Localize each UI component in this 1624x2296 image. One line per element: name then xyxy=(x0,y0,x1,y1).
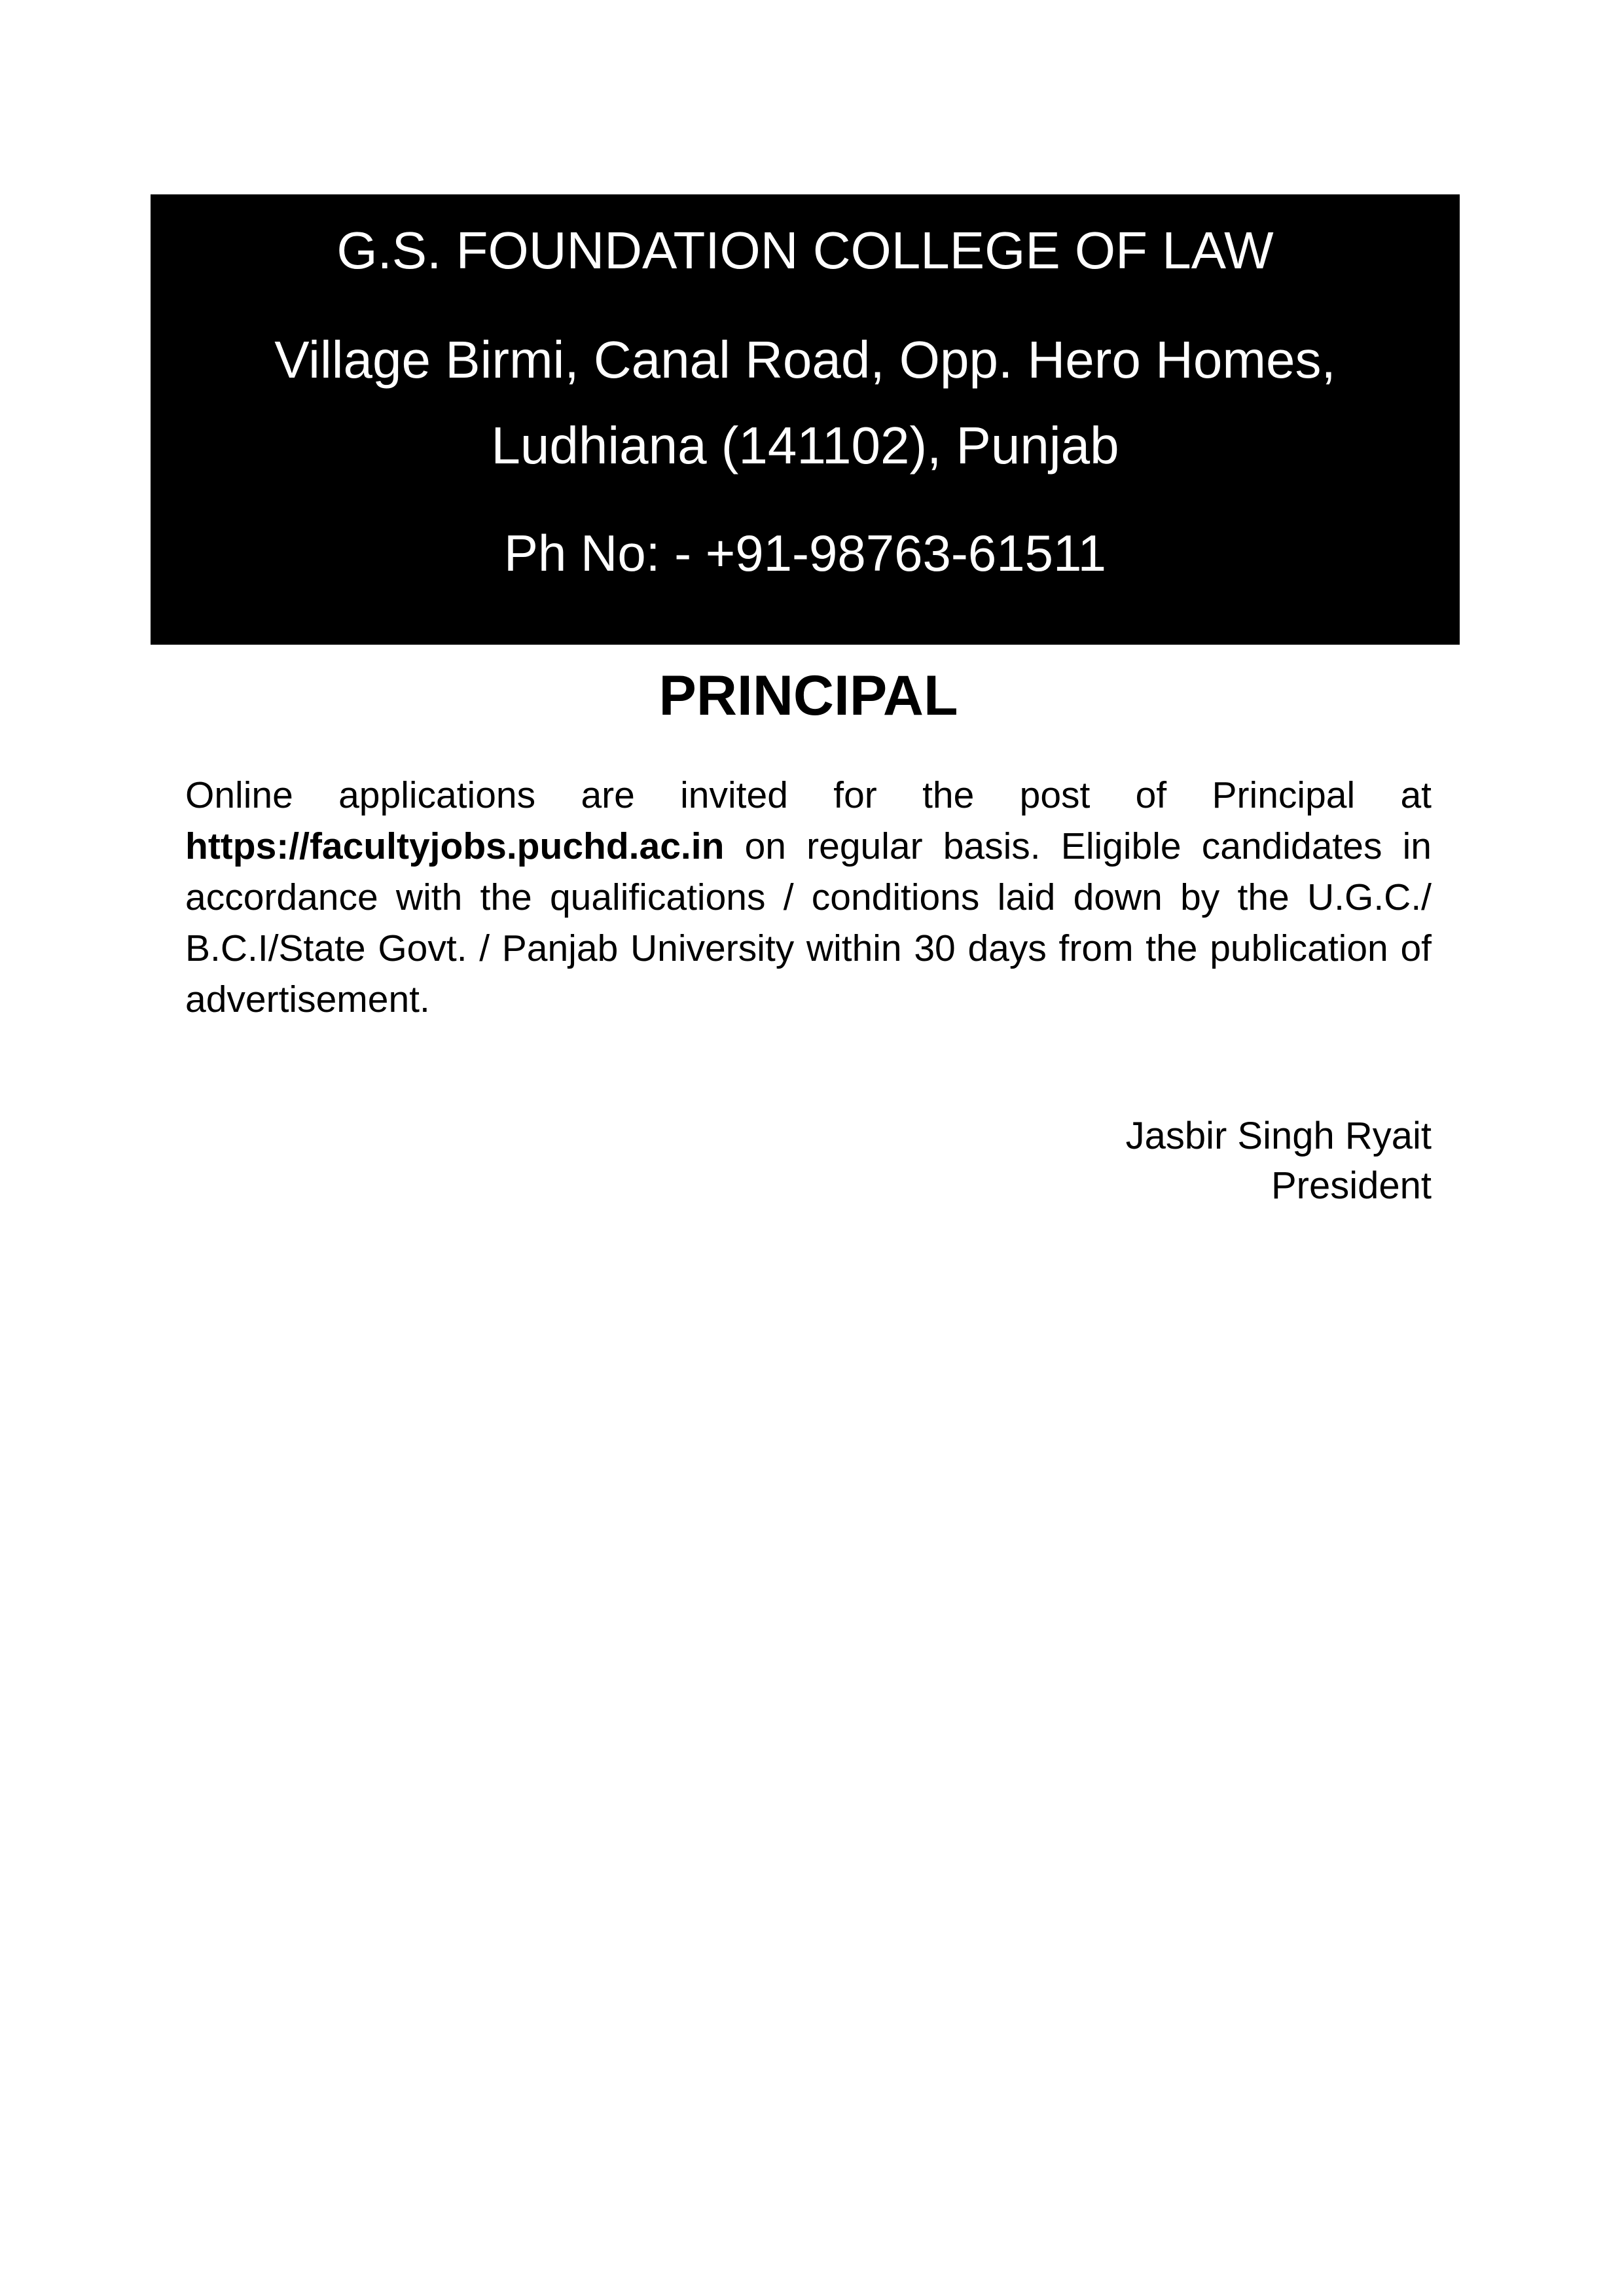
college-phone: Ph No: - +91-98763-61511 xyxy=(503,524,1107,582)
signature-block xyxy=(185,1111,1432,1211)
college-address-line-1: Village Birmi, Canal Road, Opp. Hero Homes, xyxy=(274,331,1336,389)
paragraph-line-5: advertisement. xyxy=(185,978,430,1020)
paragraph-line-4: B.C.I/State Govt. / Panjab University within 30 days from the publication of xyxy=(185,927,1432,969)
paragraph-line-2 xyxy=(185,821,1432,872)
paragraph-line-2-text: on regular basis. Eligible candidates in xyxy=(744,825,1432,867)
college-header-banner xyxy=(151,194,1460,645)
post-title: PRINCIPAL xyxy=(659,664,958,727)
paragraph-line-1: Online applications are invited for the post of Principal at xyxy=(185,774,1432,816)
signatory-title: President xyxy=(1271,1164,1432,1207)
application-url: https://facultyjobs.puchd.ac.in xyxy=(185,825,725,867)
college-name: G.S. FOUNDATION COLLEGE OF LAW xyxy=(336,221,1274,279)
college-address xyxy=(151,317,1460,488)
college-address-line-2: Ludhiana (141102), Punjab xyxy=(491,416,1119,475)
advertisement-paragraph xyxy=(185,770,1432,1025)
signatory-name: Jasbir Singh Ryait xyxy=(1125,1115,1432,1157)
paragraph-line-3: accordance with the qualifications / conditions laid down by the U.G.C./ xyxy=(185,876,1432,918)
